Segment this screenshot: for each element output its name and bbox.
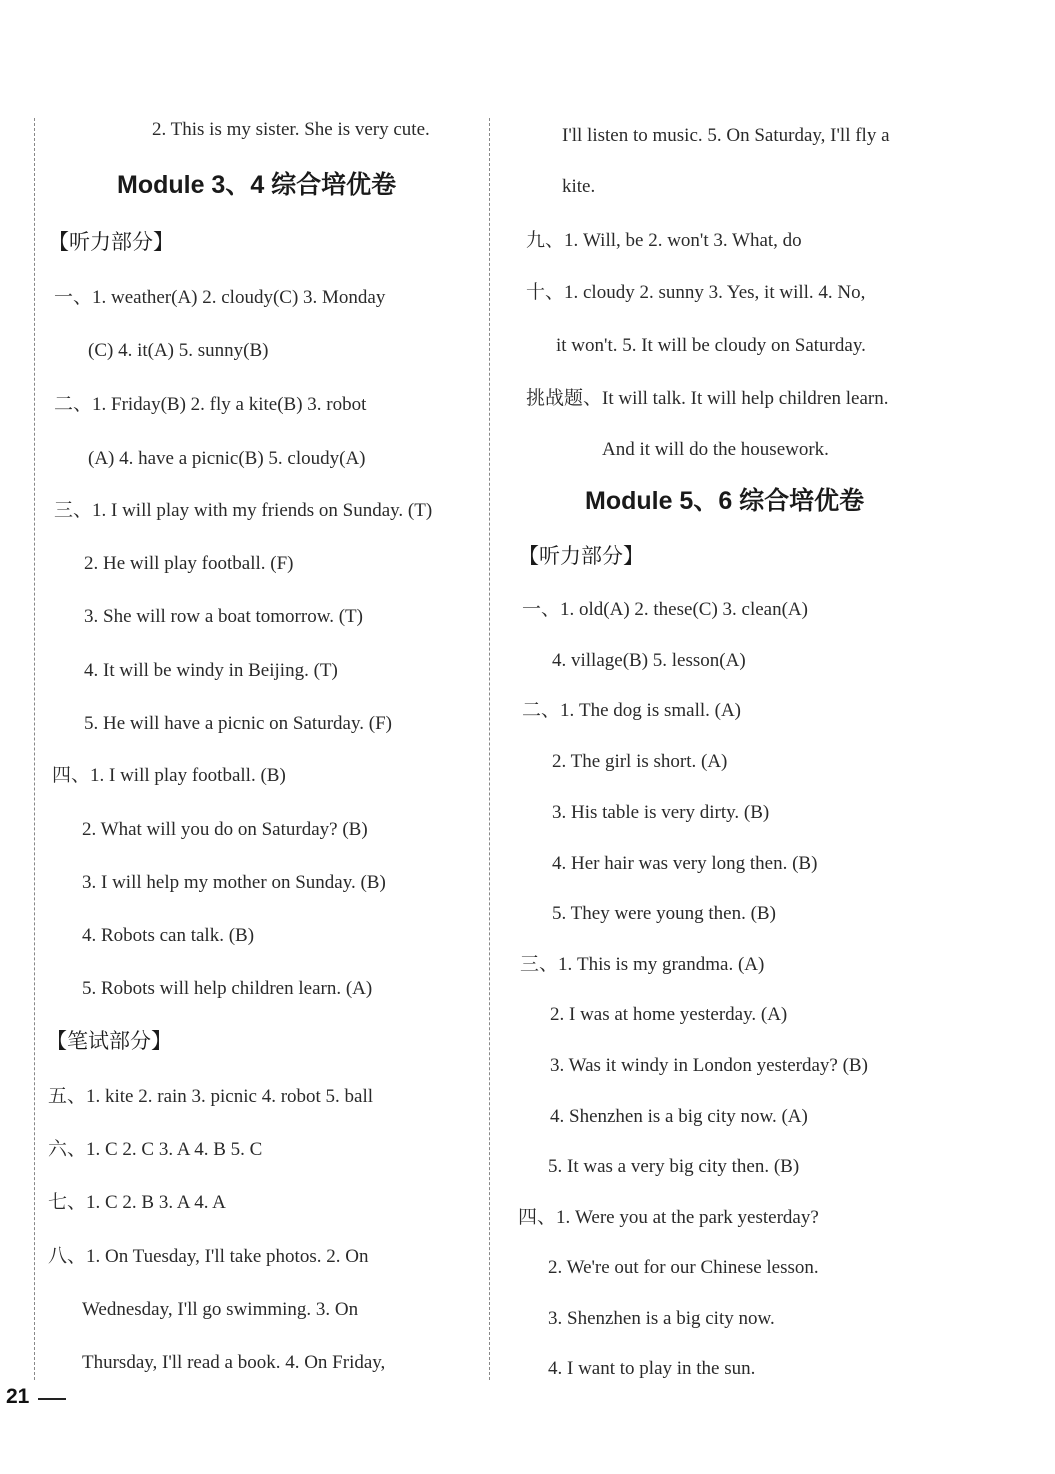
answer-line: 3. She will row a boat tomorrow. (T): [84, 606, 363, 627]
answer-line: 一、1. weather(A) 2. cloudy(C) 3. Monday: [54, 287, 386, 308]
answer-line: 九、1. Will, be 2. won't 3. What, do: [526, 230, 802, 251]
left-margin-dashed-line: [34, 118, 35, 1380]
answer-line: 七、1. C 2. B 3. A 4. A: [48, 1192, 226, 1213]
answer-line: kite.: [562, 176, 596, 197]
answer-line: 5. They were young then. (B): [552, 903, 776, 924]
module-5-6-title: Module 5、6 综合培优卷: [585, 487, 865, 515]
answer-line: I'll listen to music. 5. On Saturday, I'll fly a: [562, 125, 890, 146]
answer-line: 2. What will you do on Saturday? (B): [82, 819, 368, 840]
column-divider-line: [489, 118, 490, 1380]
answer-line: 十、1. cloudy 2. sunny 3. Yes, it will. 4. No,: [526, 282, 866, 303]
answer-line: 3. His table is very dirty. (B): [552, 802, 770, 823]
answer-line: 3. I will help my mother on Sunday. (B): [82, 872, 386, 893]
answer-line: 5. It was a very big city then. (B): [548, 1156, 800, 1177]
answer-line: 五、1. kite 2. rain 3. picnic 4. robot 5. ball: [48, 1086, 374, 1107]
answer-line: 4. Robots can talk. (B): [82, 925, 255, 946]
answer-line: 六、1. C 2. C 3. A 4. B 5. C: [48, 1139, 263, 1160]
answer-line: (C) 4. it(A) 5. sunny(B): [88, 340, 269, 361]
answer-line: 2. We're out for our Chinese lesson.: [548, 1257, 819, 1278]
answer-line: 三、1. This is my grandma. (A): [520, 954, 765, 975]
answer-line: 四、1. I will play football. (B): [52, 765, 286, 786]
page-number: 21: [6, 1385, 30, 1408]
left-writing-header: 【笔试部分】: [46, 1029, 172, 1053]
answer-line: 一、1. old(A) 2. these(C) 3. clean(A): [522, 599, 808, 620]
answer-line: 八、1. On Tuesday, I'll take photos. 2. On: [48, 1246, 369, 1267]
answer-line: 3. Was it windy in London yesterday? (B): [550, 1055, 868, 1076]
answer-line: 4. It will be windy in Beijing. (T): [84, 660, 338, 681]
answer-line: 四、1. Were you at the park yesterday?: [518, 1207, 819, 1228]
module-3-4-title: Module 3、4 综合培优卷: [117, 171, 397, 199]
answer-line: 三、1. I will play with my friends on Sunday. (T): [54, 500, 433, 521]
page-number-dash: [38, 1398, 66, 1400]
answer-line: Wednesday, I'll go swimming. 3. On: [82, 1299, 359, 1320]
left-listening-header: 【听力部分】: [48, 230, 174, 254]
answer-line: 挑战题、It will talk. It will help children learn.: [526, 388, 889, 409]
answer-line: 二、1. The dog is small. (A): [522, 700, 742, 721]
answer-line: Thursday, I'll read a book. 4. On Friday,: [82, 1352, 386, 1373]
answer-line: 2. He will play football. (F): [84, 553, 294, 574]
answer-line: it won't. 5. It will be cloudy on Saturday.: [556, 335, 866, 356]
answer-line: 2. I was at home yesterday. (A): [550, 1004, 788, 1025]
answer-line: 4. village(B) 5. lesson(A): [552, 650, 746, 671]
answer-line: 2. The girl is short. (A): [552, 751, 728, 772]
answer-line: And it will do the housework.: [602, 439, 829, 460]
answer-line: 4. Her hair was very long then. (B): [552, 853, 818, 874]
answer-line: 5. He will have a picnic on Saturday. (F): [84, 713, 392, 734]
answer-line: 4. Shenzhen is a big city now. (A): [550, 1106, 808, 1127]
answer-line: 3. Shenzhen is a big city now.: [548, 1308, 775, 1329]
answer-line: 二、1. Friday(B) 2. fly a kite(B) 3. robot: [54, 394, 367, 415]
answer-line: 4. I want to play in the sun.: [548, 1358, 756, 1379]
right-listening-header: 【听力部分】: [518, 544, 644, 568]
answer-line: 5. Robots will help children learn. (A): [82, 978, 373, 999]
left-top-line: 2. This is my sister. She is very cute.: [152, 119, 430, 140]
answer-line: (A) 4. have a picnic(B) 5. cloudy(A): [88, 448, 366, 469]
